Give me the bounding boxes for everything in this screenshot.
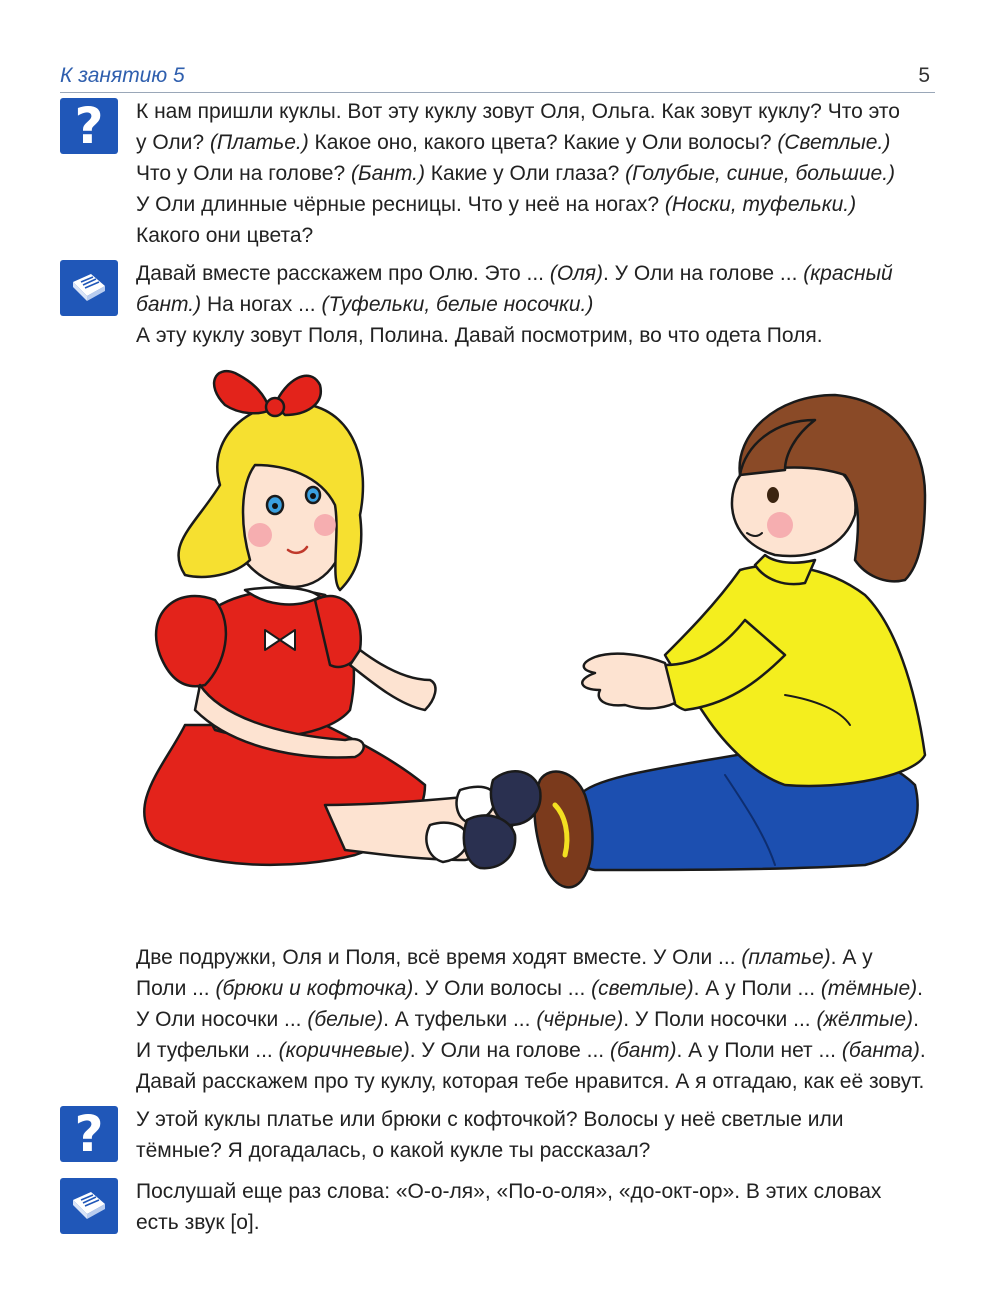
answer-hint: (бант) bbox=[609, 1039, 677, 1062]
story-block-1 bbox=[60, 258, 935, 354]
text-fragment: Какие у Оли глаза? bbox=[424, 162, 626, 185]
text-fragment: У этой куклы платье или брюки с кофточкой? Волосы у неё светлые или bbox=[136, 1108, 844, 1131]
question-icon: ? bbox=[60, 98, 118, 154]
text-fragment: . А у Поли ... bbox=[693, 977, 821, 1000]
question-icon: ? bbox=[60, 1106, 118, 1162]
text-fragment: . У Оли на голове ... bbox=[603, 262, 804, 285]
text-fragment: Поли ... bbox=[136, 977, 216, 1000]
answer-hint: (чёрные) bbox=[536, 1008, 624, 1031]
text-fragment: . У Оли волосы ... bbox=[413, 977, 592, 1000]
text-fragment: Давай вместе расскажем про Олю. Это ... bbox=[136, 262, 550, 285]
answer-hint: (жёлтые) bbox=[816, 1008, 914, 1031]
olya-doll bbox=[144, 371, 540, 868]
text-fragment: У Оли носочки ... bbox=[136, 1008, 308, 1031]
text-fragment: у Оли? bbox=[136, 131, 210, 154]
book-icon bbox=[60, 1178, 118, 1234]
answer-hint: (Оля) bbox=[549, 262, 604, 285]
text-fragment: тёмные? Я догадалась, о какой кукле ты рассказал? bbox=[136, 1139, 651, 1162]
answer-hint: (светлые) bbox=[591, 977, 694, 1000]
text-fragment: К нам пришли куклы. Вот эту куклу зовут Оля, Ольга. Как зовут куклу? Что это bbox=[136, 100, 900, 123]
answer-hint: бант.) bbox=[136, 293, 202, 316]
text-fragment: На ногах ... bbox=[201, 293, 322, 316]
block-text bbox=[136, 258, 935, 351]
question-block-2 bbox=[60, 1104, 935, 1174]
page-number: 5 bbox=[918, 64, 930, 87]
text-fragment: У Оли длинные чёрные ресницы. Что у неё на ногах? bbox=[136, 193, 665, 216]
answer-hint: (Платье.) bbox=[209, 131, 309, 154]
answer-hint: (Голубые, синие, большие.) bbox=[625, 162, 896, 185]
book-icon bbox=[60, 260, 118, 316]
block-text bbox=[136, 96, 935, 251]
question-block-1 bbox=[60, 96, 935, 256]
text-fragment: . А туфельки ... bbox=[383, 1008, 537, 1031]
lesson-title: К занятию 5 bbox=[60, 64, 185, 87]
polya-doll bbox=[535, 395, 925, 887]
text-fragment: есть звук [о]. bbox=[136, 1211, 260, 1234]
text-fragment: Две подружки, Оля и Поля, всё время ходят вместе. У Оли ... bbox=[136, 946, 742, 969]
text-fragment: Какое оно, какого цвета? Какие у Оли волосы? bbox=[308, 131, 778, 154]
text-fragment: И туфельки ... bbox=[136, 1039, 279, 1062]
answer-hint: (платье) bbox=[741, 946, 831, 969]
block-text bbox=[136, 1104, 935, 1166]
story-block-2 bbox=[60, 942, 935, 1102]
answer-hint: (коричневые) bbox=[278, 1039, 410, 1062]
answer-hint: (банта) bbox=[841, 1039, 920, 1062]
text-fragment: Давай расскажем про ту куклу, которая тебе нравится. А я отгадаю, как её зовут. bbox=[136, 1070, 925, 1093]
block-text bbox=[136, 942, 935, 1097]
text-fragment: . А у bbox=[830, 946, 873, 969]
answer-hint: (Светлые.) bbox=[777, 131, 891, 154]
text-fragment: . bbox=[917, 977, 923, 1000]
dolls-illustration bbox=[125, 365, 935, 920]
text-fragment: Что у Оли на голове? bbox=[136, 162, 351, 185]
text-fragment: Какого они цвета? bbox=[136, 224, 314, 247]
text-fragment: . У Оли на голове ... bbox=[409, 1039, 610, 1062]
answer-hint: (брюки и кофточка) bbox=[215, 977, 414, 1000]
text-fragment: Послушай еще раз слова: «О-о-ля», «По-о-оля», «до-окт-ор». В этих словах bbox=[136, 1180, 882, 1203]
page-header bbox=[60, 62, 935, 93]
answer-hint: (Туфельки, белые носочки.) bbox=[321, 293, 594, 316]
answer-hint: (красный bbox=[803, 262, 893, 285]
answer-hint: (белые) bbox=[307, 1008, 384, 1031]
answer-hint: (Бант.) bbox=[350, 162, 425, 185]
text-fragment: . bbox=[919, 1039, 926, 1062]
answer-hint: (тёмные) bbox=[820, 977, 918, 1000]
text-fragment: . У Поли носочки ... bbox=[623, 1008, 817, 1031]
answer-hint: (Носки, туфельки.) bbox=[664, 193, 857, 216]
block-text bbox=[136, 1176, 935, 1238]
text-fragment: А эту куклу зовут Поля, Полина. Давай посмотрим, во что одета Поля. bbox=[136, 324, 823, 347]
story-block-3 bbox=[60, 1176, 935, 1246]
text-fragment: . А у Поли нет ... bbox=[676, 1039, 842, 1062]
text-fragment: . bbox=[913, 1008, 919, 1031]
